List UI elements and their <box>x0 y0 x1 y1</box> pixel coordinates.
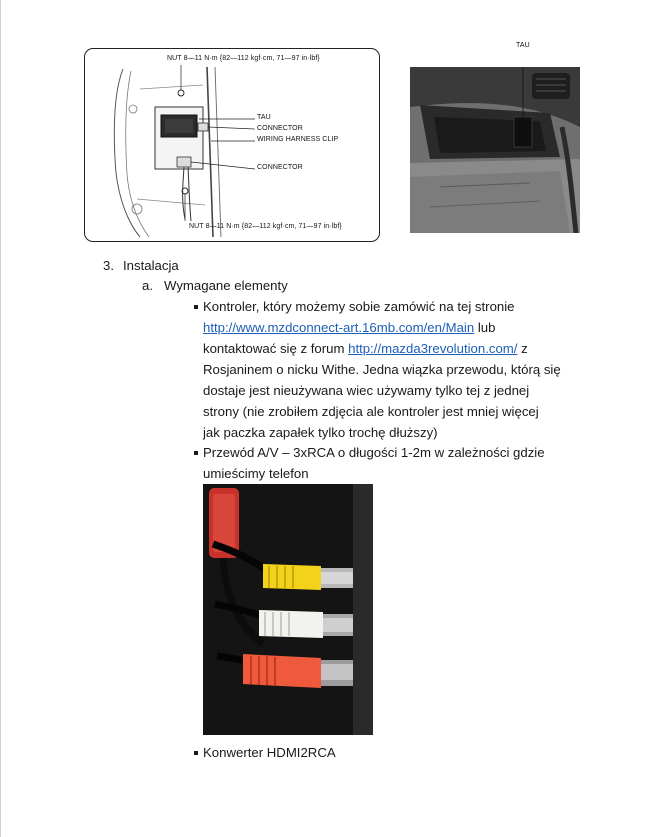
subsection-letter: a. <box>142 278 153 293</box>
bullet-controller <box>194 305 198 309</box>
connector-label-2: CONNECTOR <box>257 164 303 171</box>
subsection-title: Wymagane elementy <box>164 278 288 293</box>
controller-line-7: jak paczka zapałek tylko trochę dłuższy) <box>203 425 438 440</box>
av-cable-line-1: Przewód A/V – 3xRCA o długości 1-2m w zależności gdzie <box>203 445 545 460</box>
photo-tau-label: TAU <box>516 42 530 49</box>
converter-line-1: Konwerter HDMI2RCA <box>203 745 336 760</box>
car-interior-drawing <box>410 67 580 233</box>
controller-line-5: dostaje jest nieużywana wiec używamy tylko tej z jednej <box>203 383 530 398</box>
rca-cable-photo <box>203 484 373 735</box>
mzdconnect-link[interactable]: http://www.mzdconnect-art.16mb.com/en/Main <box>203 320 475 335</box>
controller-line-2-after: lub <box>474 320 496 335</box>
rca-cable-drawing <box>203 484 373 735</box>
diagram-drawing <box>85 49 379 241</box>
tau-label: TAU <box>257 114 271 121</box>
tau-mounting-diagram <box>84 48 380 242</box>
nut-bottom-label: NUT 8—11 N·m {82—112 kgf·cm, 71—97 in·lbf} <box>189 223 342 230</box>
car-interior-photo <box>410 67 580 233</box>
controller-line-1: Kontroler, który możemy sobie zamówić na tej stronie <box>203 299 515 314</box>
controller-line-3 <box>203 341 528 356</box>
bullet-av-cable <box>194 451 198 455</box>
controller-line-3-before: kontaktować się z forum <box>203 341 349 356</box>
controller-line-2 <box>203 320 495 335</box>
controller-line-4: Rosjaninem o nicku Withe. Jedna wiązka przewodu, którą się <box>203 362 561 377</box>
av-cable-line-2: umieścimy telefon <box>203 466 309 481</box>
controller-line-6: strony (nie zrobiłem zdjęcia ale kontroler jest mniej więcej <box>203 404 539 419</box>
controller-line-3-after: z <box>517 341 528 356</box>
connector-label-1: CONNECTOR <box>257 125 303 132</box>
mazda3revolution-link[interactable]: http://mazda3revolution.com/ <box>348 341 518 356</box>
bullet-converter <box>194 751 198 755</box>
section-title: Instalacja <box>123 258 179 273</box>
nut-top-label: NUT 8—11 N·m {82—112 kgf·cm, 71—97 in·lbf} <box>167 55 320 62</box>
section-number: 3. <box>103 258 114 273</box>
wiring-harness-clip-label: WIRING HARNESS CLIP <box>257 136 339 143</box>
